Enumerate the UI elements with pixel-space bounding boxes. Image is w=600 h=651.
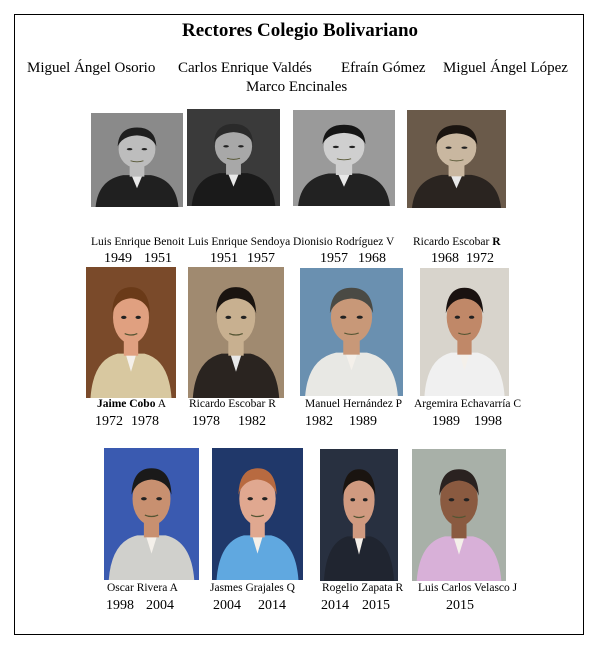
rector-year: 2014 xyxy=(321,598,349,613)
rector-name: Rogelio Zapata R xyxy=(322,582,404,594)
rector-name: Luis Enrique Sendoya xyxy=(188,236,291,248)
rector-name: Ricardo Escobar R xyxy=(189,398,276,410)
rector-name: Jasmes Grajales Q xyxy=(210,582,295,594)
rector-year: 1978 xyxy=(131,414,159,429)
rector-year: 2014 xyxy=(258,598,286,613)
rector-year: 1968 xyxy=(358,251,386,266)
rector-photo xyxy=(212,448,303,580)
rector-name: Luis Enrique Benoit xyxy=(91,236,185,248)
rector-year: 2015 xyxy=(446,598,474,613)
rector-year: 1957 xyxy=(320,251,348,266)
rector-name: Manuel Hernández P xyxy=(305,398,403,410)
rector-year: 1972 xyxy=(466,251,494,266)
rector-year: 1998 xyxy=(106,598,134,613)
rector-year: 1972 xyxy=(95,414,123,429)
rector-year: 2015 xyxy=(362,598,390,613)
rector-photo xyxy=(420,268,509,396)
rector-name: Ricardo Escobar R xyxy=(413,236,501,248)
rector-year: 1951 xyxy=(144,251,172,266)
rector-photo xyxy=(407,110,506,208)
rector-name: Dionisio Rodríguez V xyxy=(293,236,395,248)
founder-name: Miguel Ángel López xyxy=(443,60,568,76)
rector-year: 1982 xyxy=(238,414,266,429)
rector-photo xyxy=(91,113,183,207)
rector-year: 1998 xyxy=(474,414,502,429)
rector-year: 1949 xyxy=(104,251,132,266)
page-title: Rectores Colegio Bolivariano xyxy=(181,20,419,41)
rector-year: 1978 xyxy=(192,414,220,429)
founder-name: Miguel Ángel Osorio xyxy=(27,60,156,76)
founder-name: Efraín Gómez xyxy=(341,60,426,76)
founder-name: Carlos Enrique Valdés xyxy=(178,60,312,76)
rector-photo xyxy=(86,267,176,398)
rector-year: 2004 xyxy=(213,598,241,613)
rector-year: 1968 xyxy=(431,251,459,266)
rector-year: 1957 xyxy=(247,251,275,266)
rector-name: Jaime Cobo A xyxy=(97,398,167,410)
rector-year: 1951 xyxy=(210,251,238,266)
rector-year: 1989 xyxy=(432,414,460,429)
rector-year: 1982 xyxy=(305,414,333,429)
rector-year: 1989 xyxy=(349,414,377,429)
rector-photo xyxy=(293,110,395,206)
rector-photo xyxy=(412,449,506,581)
rector-name: Luis Carlos Velasco J xyxy=(418,582,518,594)
rector-photo xyxy=(104,448,199,580)
rector-photo xyxy=(300,268,403,396)
rector-name: Oscar Rivera A xyxy=(107,582,178,594)
founder-name: Marco Encinales xyxy=(246,79,348,95)
rector-photo xyxy=(320,449,398,581)
rector-year: 2004 xyxy=(146,598,174,613)
rector-photo xyxy=(187,109,280,206)
rector-photo xyxy=(188,267,284,398)
rector-name: Argemira Echavarría C xyxy=(414,398,522,410)
